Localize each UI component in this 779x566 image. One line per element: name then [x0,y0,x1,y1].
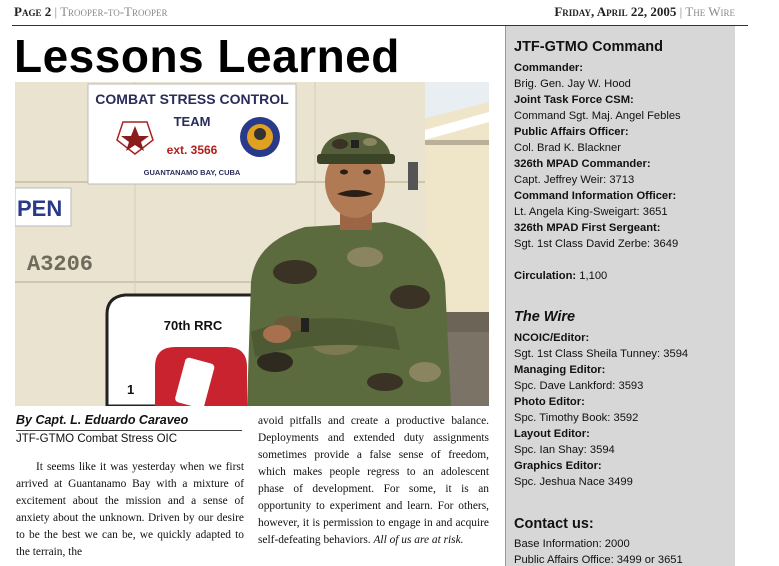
byline: By Capt. L. Eduardo Caraveo [16,413,189,427]
page-header-right [554,4,735,20]
wire-name: Spc. Timothy Book: 3592 [514,412,639,424]
article-column-1: It seems like it was yesterday when we first arrived at Guantanamo Bay with a mixture of excitement about the mission and a sense of anxiety about the unknown. Driven by our desire to be the best we can be, we quickly adapted to the terrain, the [16,461,244,558]
contact-line: Base Information: 2000 [514,538,630,550]
page-header-left [14,4,167,20]
wire-role: Layout Editor: [514,428,590,440]
wire-role: Managing Editor: [514,364,606,376]
paper-name: The Wire [685,4,735,19]
command-role: Command Information Officer: [514,190,677,202]
command-role: 326th MPAD First Sergeant: [514,222,661,234]
command-name: Brig. Gen. Jay W. Hood [514,78,631,90]
byline-title: JTF-GTMO Combat Stress OIC [16,433,178,445]
byline-rule [16,430,242,431]
command-name: Command Sgt. Maj. Angel Febles [514,110,681,122]
article-column-2 [258,413,489,549]
unit-sign: 70th RRC [163,318,223,333]
column-2-emphasis: All of us are at risk. [373,534,464,546]
wire-name: Spc. Dave Lankford: 3593 [514,380,644,392]
circulation [514,270,607,282]
command-name: Sgt. 1st Class David Zerbe: 3649 [514,238,679,250]
article-headline: Lessons Learned [14,30,400,82]
wire-title: The Wire [514,309,576,325]
command-role: Joint Task Force CSM: [514,94,634,106]
sign-extension: ext. 3566 [166,143,218,157]
door-label: PEN [17,196,63,221]
sign-team: TEAM [173,114,211,129]
command-name: Capt. Jeffrey Weir: 3713 [514,174,635,186]
contact-title: Contact us: [514,516,594,532]
wire-role: Graphics Editor: [514,460,602,472]
command-title: JTF-GTMO Command [514,39,664,55]
command-name: Lt. Angela King-Sweigart: 3651 [514,206,668,218]
command-role: Public Affairs Officer: [514,126,629,138]
wire-name: Sgt. 1st Class Sheila Tunney: 3594 [514,348,689,360]
column-2-text: avoid pitfalls and create a productive balance. Deployments and extended duty assignments sometimes provide a false sense of freedom, which makes people regress to an adolescent phase of development. For some, it is an opportunity to experiment and learn. For others, however, it is permission to engage in and acquire self-defeating behaviors. [258,415,489,546]
header-separator: | [679,4,683,19]
issue-date: Friday, April 22, 2005 [554,4,677,19]
circulation-value: 1,100 [579,270,608,282]
sign-title: COMBAT STRESS CONTROL [95,91,289,107]
page-number: Page 2 [14,4,52,19]
sign-location: GUANTANAMO BAY, CUBA [143,168,241,177]
building-code: A3206 [27,252,94,277]
wire-role: Photo Editor: [514,396,585,408]
command-role: 326th MPAD Commander: [514,158,651,170]
command-role: Commander: [514,62,583,74]
command-name: Col. Brad K. Blackner [514,142,621,154]
article-photo [15,82,489,406]
circulation-label: Circulation: [514,270,577,282]
unit-number: 1 [127,382,135,397]
header-separator: | [54,4,58,19]
wire-name: Spc. Jeshua Nace 3499 [514,476,633,488]
contact-line-partial: Public Affairs Office: 3499 or 3651 [514,554,683,566]
wire-role: NCOIC/Editor: [514,332,590,344]
wire-name: Spc. Ian Shay: 3594 [514,444,615,456]
section-name: Trooper-to-Trooper [60,4,168,19]
masthead-sidebar [505,26,735,566]
